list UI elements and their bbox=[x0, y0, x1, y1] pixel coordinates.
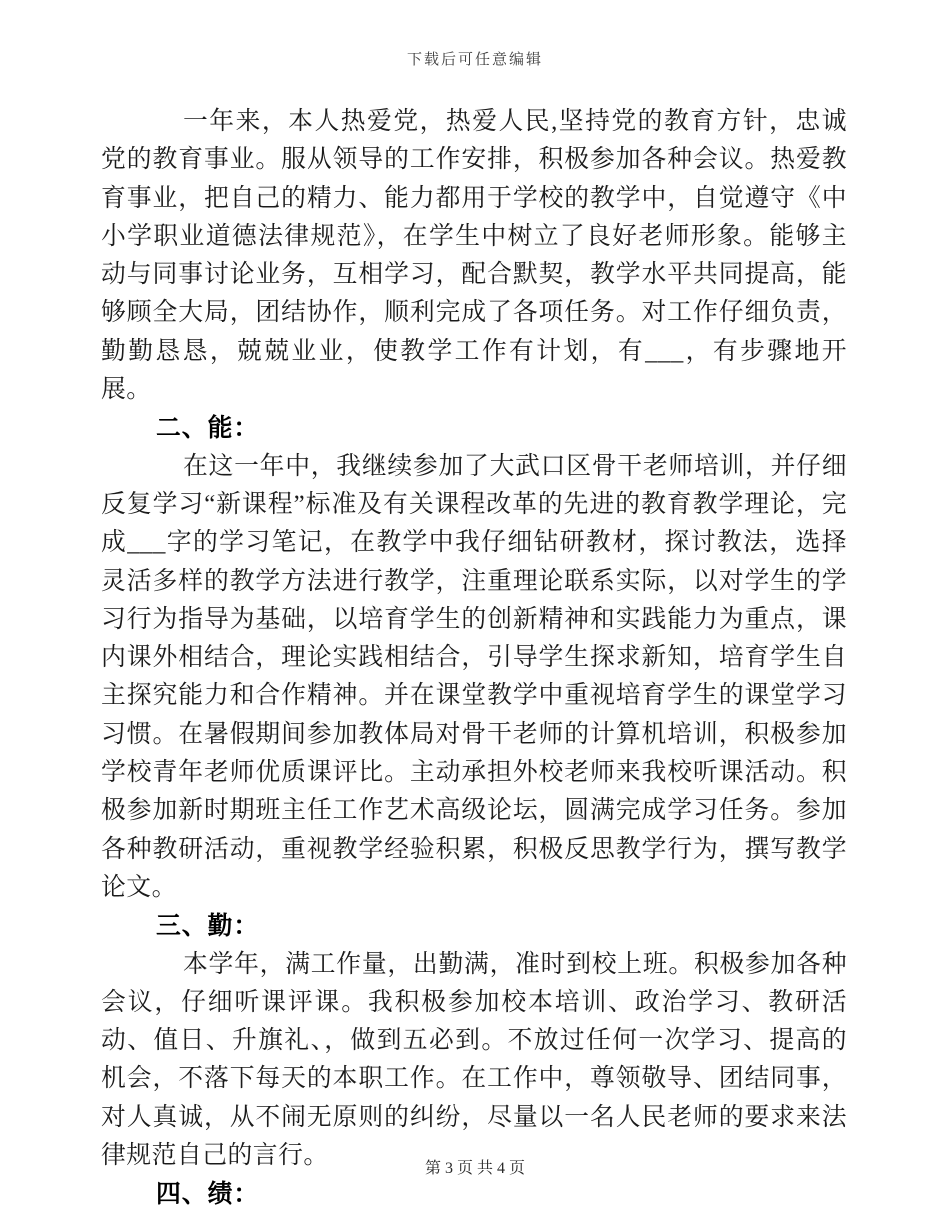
header-note: 下载后可任意编辑 bbox=[406, 52, 543, 68]
document-body bbox=[101, 103, 847, 1214]
heading-section-ji: 四、绩： bbox=[156, 1179, 260, 1209]
paragraph-diligence: 本学年，满工作量，出勤满，准时到校上班。积极参加各种会议，仔细听课评课。我积极参加校本培训、政治学习、教研活动、值日、升旗礼、，做到五必到。不放过任何一次学习、提高的机会，不落下每天的本职工作。在工作中，尊领敬导、团结同事，对人真诚，从不闹无原则的纠纷，尽量以一名人民老师的要求来法律规范自己的言行。 bbox=[101, 950, 847, 1170]
paragraph-political-attitude: 一年来，本人热爱党，热爱人民,坚持党的教育方针，忠诚党的教育事业。服从领导的工作安排，积极参加各种会议。热爱教育事业，把自己的精力、能力都用于学校的教学中，自觉遵守《中小学职业道德法律规范》，在学生中树立了良好老师形象。能够主动与同事讨论业务，互相学习，配合默契，教学水平共同提高，能够顾全大局，团结协作，顺利完成了各项任务。对工作仔细负责，勤勤恳恳，兢兢业业，使教学工作有计划，有___，有步骤地开展。 bbox=[101, 108, 847, 404]
heading-section-neng: 二、能： bbox=[156, 413, 260, 443]
page-number: 第 3 页 共 4 页 bbox=[424, 1160, 525, 1177]
paragraph-ability: 在这一年中，我继续参加了大武口区骨干老师培训，并仔细反复学习“新课程”标准及有关课程改革的先进的教育教学理论，完成___字的学习笔记，在教学中我仔细钻研教材，探讨教法，选择灵活多样的教学方法进行教学，注重理论联系实际，以对学生的学习行为指导为基础，以培育学生的创新精神和实践能力为重点，课内课外相结合，理论实践相结合，引导学生探求新知，培育学生自主探究能力和合作精神。并在课堂教学中重视培育学生的课堂学习习惯。在暑假期间参加教体局对骨干老师的计算机培训，积极参加学校青年老师优质课评比。主动承担外校老师来我校听课活动。积极参加新时期班主任工作艺术高级论坛，圆满完成学习任务。参加各种教研活动，重视教学经验积累，积极反思教学行为，撰写教学论文。 bbox=[101, 452, 847, 901]
heading-section-qin: 三、勤： bbox=[156, 911, 260, 941]
